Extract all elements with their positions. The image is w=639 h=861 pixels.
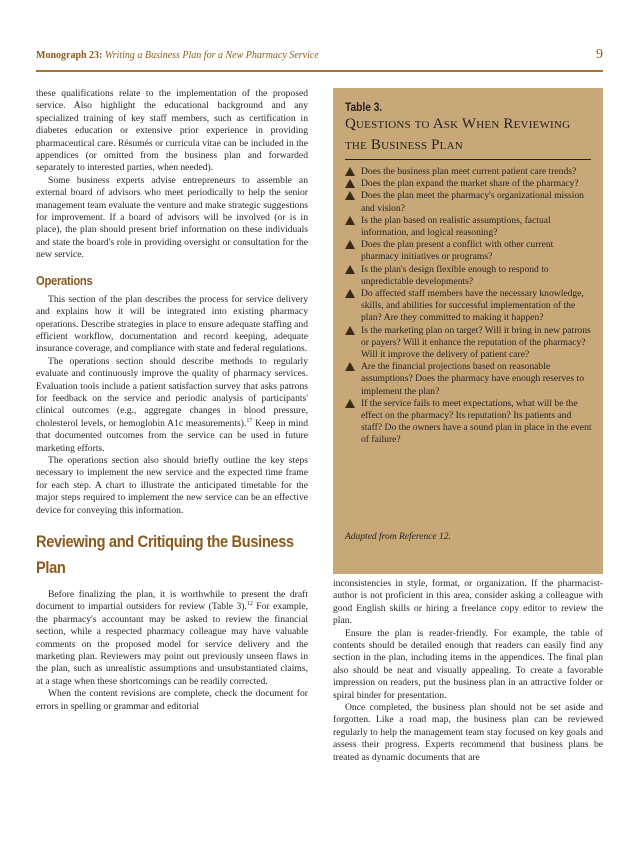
question-text: Are the financial projections based on reasonable assumptions? Does the pharmacy have enough reserves to implement the plan? — [361, 361, 584, 397]
page-number: 9 — [596, 47, 603, 62]
monograph-title: Writing a Business Plan for a New Pharmacy Service — [104, 50, 319, 61]
list-item — [345, 239, 593, 263]
paragraph: these qualifications relate to the implementation of the proposed service. Also highlight the educational background and any specialized training of key staff members, such as certification in diabetes education or extensive prior experience in providing pharmaceutical care. Résumés or curricula vitae can be included in the appendices (or omitted from the business plan and forwarded separately to interested parties, when needed). — [36, 88, 308, 174]
paragraph — [36, 589, 308, 688]
triangle-bullet-icon — [345, 191, 355, 200]
reference-number: 17 — [246, 417, 253, 424]
list-item — [345, 264, 593, 288]
paragraph: This section of the plan describes the process for service delivery and explains how it will be integrated into existing pharmacy operations. Describe strategies in place to ensure adequate staffing and efficient workflow, documentation and record keeping, adequate insurance coverage, and compliance with state and federal regulations. — [36, 293, 308, 355]
question-text: Is the plan's design flexible enough to respond to unpredictable developments? — [361, 263, 549, 287]
list-item — [345, 166, 593, 178]
triangle-bullet-icon — [345, 167, 355, 176]
list-item — [345, 325, 593, 362]
header-rule — [36, 70, 603, 72]
running-head-title — [36, 50, 319, 61]
paragraph: Once completed, the business plan should not be set aside and forgotten. Like a road map, the business plan can be reviewed regularly to help the management team stay focused on key goals and assess their progress. Experts recommend that business plans be treated as dynamic documents that are — [333, 702, 603, 763]
list-item — [345, 361, 593, 398]
paragraph-text: Keep in mind that documented outcomes from the service can be used in future marketing efforts. — [36, 417, 309, 454]
question-text: Does the business plan meet current patient care trends? — [361, 166, 577, 177]
paragraph — [36, 356, 308, 455]
paragraph-text: The operations section should describe methods to regularly evaluate and continuously improve the quality of pharmacy services. Evaluation tools include a patient satisfaction survey that asks patrons for feedback on the service and periodic analysis of participants' clinical outcomes (e.g., aggregate changes in blood pressure, cholesterol levels, or hemoglobin A1c measurements). — [36, 355, 308, 429]
monograph-label: Monograph 23: — [36, 50, 103, 61]
triangle-bullet-icon — [345, 399, 355, 408]
reviewing-heading: Reviewing and Critiquing the Business Plan — [36, 532, 294, 577]
list-item — [345, 288, 593, 325]
question-text: Is the marketing plan on target? Will it bring in new patrons or payers? Will it enhance the reputation of the pharmacy? Will it improve the delivery of patient care? — [361, 324, 591, 361]
question-text: Is the plan based on realistic assumptions, factual information, and logical reasoning? — [361, 214, 551, 239]
table-title: Questions to Ask When Reviewing the Business Plan — [345, 116, 571, 153]
table-source-note: Adapted from Reference 12. — [345, 532, 451, 542]
running-head — [36, 47, 603, 66]
operations-heading: Operations — [36, 272, 93, 288]
triangle-bullet-icon — [345, 362, 355, 371]
table-rule — [345, 159, 591, 160]
triangle-bullet-icon — [345, 265, 355, 274]
list-item — [345, 190, 593, 214]
triangle-bullet-icon — [345, 240, 355, 249]
question-text: If the service fails to meet expectations, what will be the effect on the pharmacy? Its reputation? Its patients and staff? Do the owners have a sound plan in place in the event of failure? — [361, 397, 592, 446]
reference-number: 12 — [246, 601, 253, 608]
list-item — [345, 178, 593, 190]
paragraph: The operations section also should briefly outline the key steps necessary to implement the new service and the expected time frame for each step. A chart to illustrate the anticipated timetable for the major steps required to implement the new service can be an effective device for conveying this information. — [36, 454, 308, 516]
triangle-bullet-icon — [345, 289, 355, 298]
question-text: Does the plan expand the market share of the pharmacy? — [361, 178, 579, 190]
triangle-bullet-icon — [345, 179, 355, 188]
paragraph: When the content revisions are complete, check the document for errors in spelling or grammar and editorial — [36, 688, 308, 712]
table-label: Table 3. — [345, 100, 383, 114]
list-item — [345, 398, 593, 447]
question-list — [345, 166, 593, 447]
list-item — [345, 215, 593, 239]
question-text: Does the plan present a conflict with other current pharmacy initiatives or programs? — [361, 239, 554, 263]
paragraph-text: For example, the pharmacy's accountant may be asked to review the financial section, while a respected pharmacy colleague may have valuable comments on the proposed model for service delivery and the marketing plan. Reviewers may point out previously unseen flaws in the plan, such as unrealistic assumptions and unsubstantiated claims, at a stage when these shortcomings can be readily corrected. — [36, 601, 308, 687]
triangle-bullet-icon — [345, 216, 355, 225]
paragraph: Some business experts advise entrepreneurs to assemble an external board of advisors who meet periodically to help the senior management team evaluate the venture and make strategic suggestions for improvement. If a board of advisors will be involved (or is in place), the plan should present brief information on these individuals and state the board's role in providing oversight or consultation for the new service. — [36, 174, 308, 261]
question-text: Do affected staff members have the necessary knowledge, skills, and abilities for successful implementation of the plan? Are they committed to making it happen? — [361, 288, 584, 324]
triangle-bullet-icon — [345, 326, 355, 335]
paragraph: Ensure the plan is reader-friendly. For example, the table of contents should be detailed enough that readers can easily find any section in the plan, including items in the appendices. The final plan also should be neat and visually appealing. To create a favorable impression on readers, put the business plan in an attractive folder or spiral binder for presentation. — [333, 627, 603, 701]
table-3-box — [333, 88, 603, 574]
paragraph-text: Before finalizing the plan, it is worthwhile to present the draft document to impartial outsiders for review (Table 3). — [36, 589, 308, 613]
question-text: Does the plan meet the pharmacy's organizational mission and vision? — [361, 190, 584, 214]
left-column — [36, 88, 308, 713]
right-column — [333, 578, 603, 764]
paragraph: inconsistencies in style, format, or organization. If the pharmacist-author is not proficient in this area, consider asking a colleague with good English skills or hiring a freelance copy editor to review the plan. — [333, 578, 603, 627]
